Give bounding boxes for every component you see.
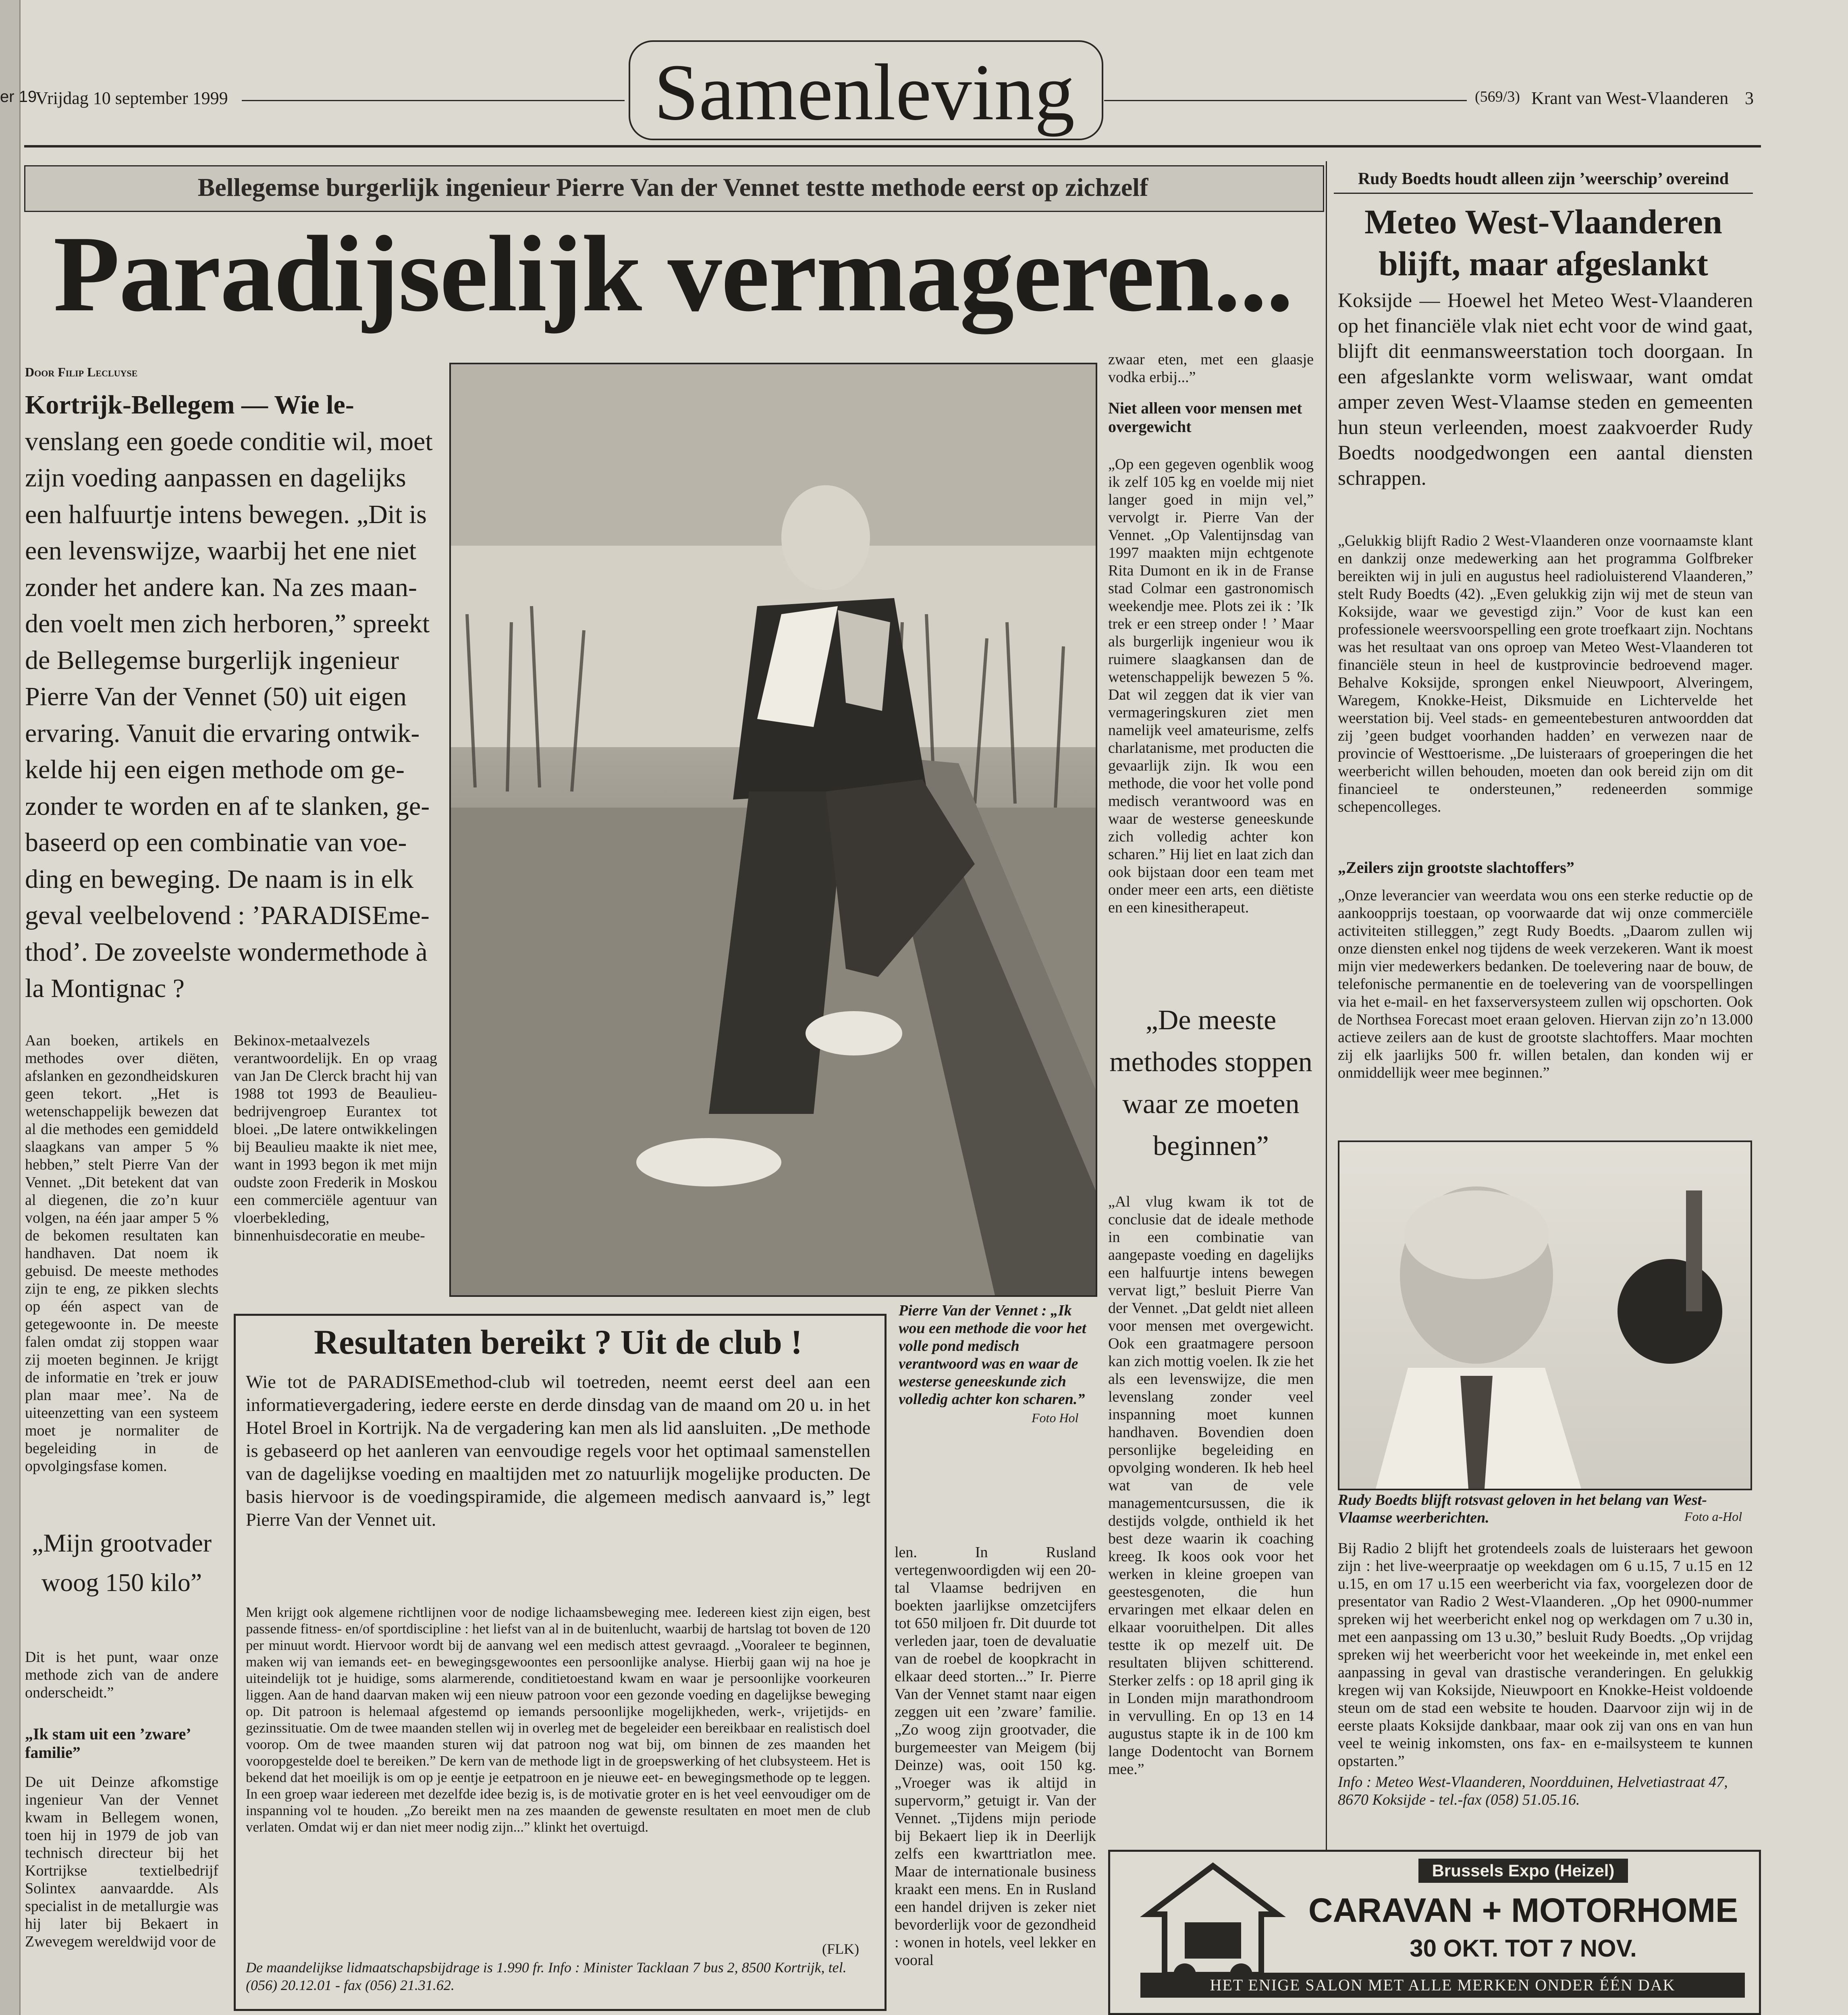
lead-line: de Bellegemse burgerlijk ingenieur (25, 645, 399, 675)
lead-line: zonder te worden en af te slanken, ge- (25, 791, 430, 821)
meteo-photo (1338, 1140, 1752, 1490)
meteo-headline-1: Meteo West-Vlaanderen (1364, 202, 1722, 241)
paper-title: Krant van West-Vlaanderen (1531, 88, 1729, 108)
meteo-photo-illustration (1339, 1142, 1750, 1489)
article-column-4c: „Al vlug kwam ik tot de conclusie dat de ideale methode in een combinatie van aangepaste voeding en dagelijks een halfuurtje intens bewegen vervat ligt,” besluit Pierre Van der Vennet. „Dat geldt niet alleen voor mensen met overgewicht. Ook een graatmagere persoon kan zich mottig voelen. Ik zie het als een levenswijze, die men levenslang zonder veel inspanning moet kunnen handhaven. Bovendien doen personlijke begeleiding en opvolging wonderen. Ik heb heel wat van de vele managementcursussen, die ik destijds volgde, onthield ik het best deze waarin ik coaching kreeg. Ik koos ook voor het werken in kleine groepen van geestesgenoten, die hun ervaringen met elkaar delen en elkaar vooruithelpen. Dit alles testte ik op mezelf uit. De resultaten blijven schitterend. Sterker zelfs : op 18 april ging ik in Londen mijn marathondroom in vervulling. En op 13 en 14 augustus stapte ik in de 100 km lange Dodentocht van Bornem mee.” (1108, 1193, 1314, 1778)
header-underline (24, 145, 1761, 147)
meteo-subhead-sailors: „Zeilers zijn grootste slachtoffers” (1338, 858, 1574, 877)
meteo-lead: Koksijde — Hoewel het Meteo West-Vlaanderen op het financiële vlak niet echt voor de wind gaat, blijft dit eenmansweerstation toch doorgaan. In een afgeslankte vorm weliswaar, want omdat amper zeven West-Vlaamse steden en gemeenten hun steun verleenden, moest zaakvoerder Rudy Boedts noodgedwongen een aantal diensten schrappen. (1338, 289, 1753, 490)
caravan-icon (1140, 1854, 1285, 1991)
caravan-dates: 30 OKT. TOT 7 NOV. (1410, 1935, 1637, 1962)
lead-line: la Montignac ? (25, 974, 185, 1003)
caravan-title: CARAVAN + MOTORHOME (1308, 1891, 1738, 1929)
lead-line: Kortrijk-Bellegem — Wie le- (25, 390, 354, 420)
lead-line: baseerd op een combinatie van voe- (25, 828, 407, 857)
main-photo-caption: Pierre Van der Vennet : „Ik wou een methode die voor het volle pond medisch verantwoord was en waar de westerse geneeskunde zich volledig achter kon scharen.” (899, 1302, 1086, 1408)
photo-illustration (451, 364, 1096, 1295)
issue-date: Vrijdag 10 september 1999 (35, 88, 228, 108)
meteo-info: Info : Meteo West-Vlaanderen, Noordduinen, Helvetiastraat 47, 8670 Koksijde - tel.-fax (058) 51.05.16. (1338, 1774, 1728, 1808)
lead-line: Pierre Van der Vennet (50) uit eigen (25, 682, 407, 711)
club-box-body: Men krijgt ook algemene richtlijnen voor de nodige lichaamsbeweging mee. Iedereen kiest zijn eigen, best passende fitness- en/of sportdiscipline : het liefst van al in de buitenlucht, waarbij de hartslag tot boven de 120 per minuut wordt. Hiervoor wordt bij de aanvang wel een medisch attest gevraagd. „Vooraleer te beginnen, maken wij van iemands eet- en bewegingsgewoontes een persoonlijke analyse. Hierbij gaan wij na hoe je uiteindelijk tot je huidige, soms alarmerende, conditietoestand kwam en waar je persoonlijke voorkeuren liggen. Aan de hand daarvan maken wij een nieuw patroon voor een gezonde voeding en dagelijkse beweging op. Dit patroon is helemaal afgestemd op iemands persoonlijke mogelijkheden, werk-, vrijetijds- en gezinssituatie. Om de twee maanden stellen wij in overleg met de begeleider een bereikbaar en realistisch doel voorop. Om de twee maanden sturen wij dat patroon nog wat bij, om binnen de zes maanden het vooropgestelde doel te bereiken.” De kern van de methode ligt in de groepswerking of het clubsysteem. Het is bekend dat het moeilijk is om op je eentje je eetpatroon en je nieuwe eet- en bewegingsmethode op te leggen. In een groep waar iedereen met dezelfde idee bezig is, is de motivatie groter en is het veel eenvoudiger om de inspanning vol te houden. „Zo bereikt men na zes maanden de gewenste resultaten en moet men de club verlaten. Omdat wij er dan niet meer nodig zijn...” klinkt het overtuigd. (246, 1604, 870, 1835)
meteo-body-2: „Onze leverancier van weerdata wou ons een sterke reductie op de aankoopprijs toestaan, op voorwaarde dat wij onze commerciële activiteiten stilleggen,” zegt Rudy Boedts. „Daarom zullen wij onze diensten enkel nog tijdens de week verzekeren. Want ik moest mijn vier medewerkers bedanken. De toelevering naar de bouw, de telefonische permanentie en de toelevering van de voorspellingen via het e-mail- en het faxserversysteem zullen wij opschorten. Ook de Northsea Forecast moet eraan geloven. Hiervan zijn zo’n 13.000 actieve zeilers aan de kust de grootste slachtoffers. Maar mochten zij elk jaarlijks 500 fr. willen betalen, dan konden wij er onmiddellijk weer mee beginnen.” (1338, 887, 1753, 1081)
section-title: Samenleving (654, 48, 1075, 137)
club-box-title: Resultaten bereikt ? Uit de club ! (314, 1323, 802, 1361)
main-photo (449, 363, 1097, 1297)
main-photo-credit: Foto Hol (1032, 1410, 1079, 1425)
club-box-signoff: (FLK) (822, 1941, 859, 1957)
subhead-heavy-family: „Ik stam uit een ’zware’ familie” (25, 1725, 190, 1762)
caravan-tagline: HET ENIGE SALON MET ALLE MERKEN ONDER ÉÉN DAK (1140, 1973, 1745, 1998)
club-box-info: De maandelijkse lidmaatschapsbijdrage is 1.990 fr. Info : Minister Tacklaan 7 bus 2, 8500 Kortrijk, tel. (056) 20.12.01 - fax (056) 21.31.62. (246, 1959, 847, 1993)
header-rule-left (242, 100, 625, 101)
article-column-4a: zwaar eten, met een glaasje vodka erbij...” (1108, 351, 1314, 386)
article-lead (25, 387, 440, 1024)
page-code: (569/3) (1475, 88, 1520, 105)
meteo-body-1: „Gelukkig blijft Radio 2 West-Vlaanderen onze voornaamste klant en dankzij onze medewerking aan het programma Golfbreker bereikten wij in juli en augustus heel radioluisterend Vlaanderen,” stelt Rudy Boedts (42). „Even gelukkig zijn wij met de steun van Koksijde, waar we gevestigd zijn.” Voor de kust kan een professionele weersvoorspelling een grote troefkaart zijn. Nochtans was het resultaat van ons oproep van Meteo West-Vlaanderen tot financiële steun in heel de kustprovincie bedroevend mager. Behalve Koksijde, sprongen enkel Nieuwpoort, Alveringem, Waregem, Knokke-Heist, Diksmuide en Lichtervelde het weerstation bij. Veel stads- en gemeentebesturen antwoordden dat zij ’geen budget voorhanden hadden’ en verwezen naar de provincie of Westtoerisme. „De luisteraars of groeperingen die het weerbericht willen behouden, moeten dan ook bereid zijn om dit financieel te ondersteunen,” redeneerden sommige schepencolleges. (1338, 532, 1753, 815)
lead-line: thod’. De zoveelste wondermethode à (25, 937, 428, 967)
lead-line: ervaring. Vanuit die ervaring ontwik- (25, 718, 420, 748)
article-column-1b: Dit is het punt, waar onze methode zich van de andere onderscheidt.” (25, 1649, 218, 1701)
meteo-photo-caption: Rudy Boedts blijft rotsvast geloven in het belang van West-Vlaamse weerberichten. (1338, 1492, 1707, 1526)
lead-line: een levenswijze, waarbij het ene niet (25, 536, 417, 565)
caravan-venue: Brussels Expo (Heizel) (1418, 1859, 1628, 1883)
article-column-2: Bekinox-metaalvezels verantwoordelijk. En op vraag van Jan De Clerck bracht hij van 1988 tot 1993 de Beaulieu-bedrijvengroep Eurantex tot bloei. „De latere ontwikkelingen bij Beaulieu maakte ik niet mee, want in 1993 begon ik met mijn oudste zoon Frederik in Moskou een commerciële agentuur van vloerbekleding, binnenhuisdecoratie en meube- (234, 1032, 437, 1244)
article-column-4b: „Op een gegeven ogenblik woog ik zelf 105 kg en voelde mij niet langer goed in mijn vel,” vervolgt ir. Pierre Van der Vennet. „Op Valentijnsdag van 1997 maakten mijn echtgenote Rita Dumont en ik in de Franse stad Colmar een gastronomisch weekendje mee. Plots zei ik : ’Ik trek er een streep onder ! ’ Maar als burgerlijk ingenieur wou ik ruimere slaagkansen dan de wetenschappelijk bewezen 5 %. Dat wil zeggen dat ik vier van vermageringskuren ziet men namelijk veel amateurisme, zelfs charlatanisme, met producten die gevaarlijk zijn. Ik wou een methode, die voor het volle pond medisch verantwoord was en waar de westerse geneeskunde zich volledig achter kon scharen.” Hij liet en laat zich dan ook bijstaan door een team met onder meer een arts, een diëtiste en een kinesitherapeut. (1108, 456, 1314, 916)
meteo-kicker: Rudy Boedts houdt alleen zijn ’weerschip’ overeind (1358, 170, 1729, 188)
club-box-intro: Wie tot de PARADISEmethod-club wil toetreden, neemt eerst deel aan een informatievergadering, iedere eerste en derde dinsdag van de maand om 20 u. in het Hotel Broel in Kortrijk. Na de vergadering kan men als lid aansluiten. „De methode is gebaseerd op het aanleren van eenvoudige regels voor het optimaal samenstellen van de dagelijkse voeding en maaltijden met zo natuurlijk mogelijke producten. De basis hiervoor is de voedingspiramide, die algemeen medisch aanvaard is,” legt Pierre Van der Vennet uit. (246, 1371, 870, 1530)
pull-quote-grandfather: „Mijn grootvader woog 150 kilo” (31, 1529, 212, 1597)
page-number: 3 (1745, 88, 1754, 108)
byline: Door Filip Lecluyse (25, 365, 138, 379)
lead-line: kelde hij een eigen methode om ge- (25, 755, 405, 784)
article-column-1: Aan boeken, artikels en methodes over diëten, afslanken en gezondheidskuren geen tekort. „Het is wetenschappelijk bewezen dat al die methodes een gemiddeld slaagkans van amper 5 % hebben,” stelt Pierre Van der Vennet. „Dit betekent dat van al diegenen, die zo’n kuur volgen, na één jaar amper 5 % de bekomen resultaten kan handhaven. Dat noem ik gebuisd. De meeste methodes zijn te eng, ze pikken slechts op één aspect van de getegewoonte in. De meeste falen omdat zij stoppen waar zij moeten beginnen. Je krijgt de informatie en ’trek er jouw plan maar mee’. Na de uiteenzetting van een systeem moet je normaliter de begeleiding in de opvolgingsfase komen. (25, 1032, 218, 1475)
meteo-headline-2: blijft, maar afgeslankt (1379, 244, 1708, 283)
lead-line: ding en beweging. De naam is in elk (25, 864, 414, 894)
article-kicker: Bellegemse burgerlijk ingenieur Pierre Van der Vennet testte methode eerst op zichzelf (197, 173, 1148, 202)
meteo-photo-credit: Foto a-Hol (1684, 1509, 1742, 1524)
lead-line: den voelt men zich herboren,” spreekt (25, 609, 430, 638)
meteo-body-3: Bij Radio 2 blijft het grotendeels zoals de luisteraars het gewoon zijn : het live-weerpraatje op weekdagen om 6 u.15, 7 u.15 en 12 u.15, en om 17 u.15 een weerbericht via fax, voorgelezen door de presentator van Radio 2 West-Vlaanderen. „Op het 0900-nummer spreken wij het weerbericht enkel nog op werkdagen om 7 u.30 in, met een aanpassing om 13 u.30,” besluit Rudy Boedts. „Op vrijdag spreken wij het weerbericht voor het weekeinde in, met enkel een aanpassing in geval van drastische veranderingen. En gelukkig kregen wij van Koksijde, Nieuwpoort en Knokke-Heist voldoende steun om de stad een website te houden. Daarvoor zijn wij in de eerste plaats Koksijde dankbaar, maar ook zij van ons en van hun veel te weinig inkomsten, ons fax- en e-mailsysteem te kunnen opstarten.” (1338, 1540, 1753, 1770)
pull-quote-methods: „De meeste methodes stoppen waar ze moeten beginnen” (1109, 1005, 1312, 1161)
meteo-kicker-rule (1334, 193, 1753, 194)
previous-page-edge (0, 0, 21, 2015)
edge-fragment: er 19 (0, 88, 37, 106)
lead-line: een halfuurtje intens bewegen. „Dit is (25, 499, 427, 529)
article-column-1c: De uit Deinze afkomstige ingenieur Van der Vennet kwam in Bellegem wonen, toen hij in 1979 de job van technisch directeur bij het Kortrijkse textielbedrijf Solintex aanvaardde. Als specialist in de metallurgie was hij later bij Bekaert in Zwevegem wereldwijd voor de (25, 1774, 218, 1950)
article-column-3: len. In Rusland vertegenwoordigden wij een 20-tal Vlaamse bedrijven en boekten jaarlijkse omzetcijfers tot 650 miljoen fr. Dit duurde tot verleden jaar, toen de devaluatie van de roebel de koopkracht in elkaar deed storten...” Ir. Pierre Van der Vennet stamt naar eigen zeggen uit een ’zware’ familie. „Zo woog zijn grootvader, die burgemeester van Meigem (bij Deinze) was, ooit 150 kg. „Vroeger was ik altijd in supervorm,” getuigt ir. Van der Vennet. „Tijdens mijn periode bij Bekaert liep ik in Deerlijk zelfs een kwarttriatlon mee. Maar de internationale business kraakt een mens. En in Rusland een handel drijven is zeker niet bevorderlijk voor de gezondheid : wonen in hotels, veel lekker en vooral (895, 1544, 1096, 1969)
column-separator (1326, 161, 1327, 2007)
lead-line: geval veelbelovend : ’PARADISEme- (25, 901, 430, 930)
lead-line: venslang een goede conditie wil, moet (25, 426, 433, 456)
lead-line: zonder het andere kan. Na zes maan- (25, 572, 417, 602)
header-rule-right (1104, 100, 1467, 101)
lead-line: zijn voeding aanpassen en dagelijks (25, 463, 406, 492)
article-headline: Paradijselijk vermageren... (53, 214, 1293, 334)
subhead-not-only-overweight: Niet alleen voor mensen met overgewicht (1108, 399, 1302, 436)
